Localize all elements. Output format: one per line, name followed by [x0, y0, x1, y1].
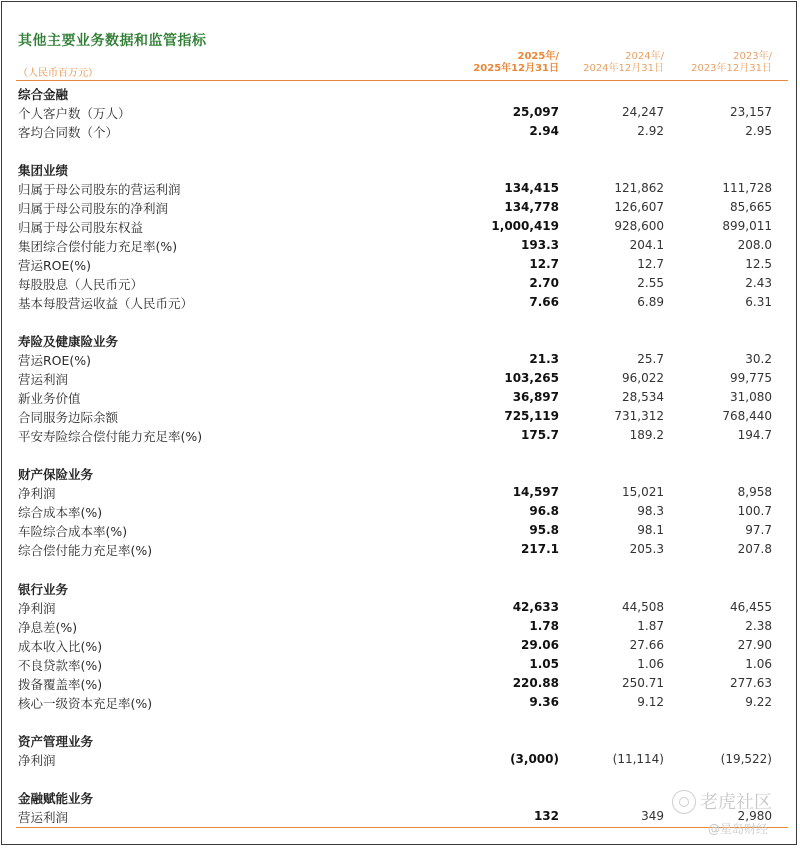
value-2025: 220.88	[512, 676, 559, 690]
value-2025: 132	[533, 809, 559, 823]
value-2024: 928,600	[614, 219, 664, 233]
value-2024: 1.87	[637, 619, 664, 633]
row-label: 净息差(%)	[18, 620, 78, 635]
value-2025: 193.3	[521, 238, 559, 252]
section-title: 寿险及健康险业务	[18, 334, 119, 349]
table-row	[0, 751, 800, 770]
table-row	[0, 618, 800, 637]
row-label: 净利润	[18, 753, 56, 768]
table-row	[0, 370, 800, 389]
value-2023: 31,080	[730, 390, 772, 404]
value-2023: (19,522)	[720, 752, 772, 766]
value-2024: 28,534	[622, 390, 664, 404]
header-2024	[583, 51, 664, 75]
value-2025: 96.8	[529, 504, 559, 518]
row-label: 拨备覆盖率(%)	[18, 677, 103, 692]
watermark-text: 老虎社区	[700, 792, 772, 813]
value-2024: 1.06	[637, 657, 664, 671]
value-2024: 189.2	[629, 428, 664, 442]
value-2025: 725,119	[504, 409, 559, 423]
value-2023: 2.38	[745, 619, 772, 633]
value-2025: 42,633	[512, 600, 559, 614]
row-label: 车险综合成本率(%)	[18, 524, 128, 539]
value-2023: 194.7	[737, 428, 772, 442]
row-label: 客均合同数（个）	[18, 125, 119, 140]
value-2024: 121,862	[614, 181, 664, 195]
value-2024: 25.7	[637, 352, 664, 366]
table-row	[0, 408, 800, 427]
row-label: 营运利润	[18, 372, 69, 387]
value-2024: 44,508	[622, 600, 664, 614]
value-2023: 100.7	[737, 504, 772, 518]
table-row	[0, 104, 800, 123]
row-label: 平安寿险综合偿付能力充足率(%)	[18, 429, 203, 444]
value-2025: 25,097	[512, 105, 559, 119]
row-label: 归属于母公司股东权益	[18, 220, 144, 235]
row-label: 归属于母公司股东的营运利润	[18, 182, 181, 197]
value-2024: 96,022	[622, 371, 664, 385]
value-2025: 36,897	[512, 390, 559, 404]
header-divider	[16, 80, 788, 81]
value-2025: 29.06	[521, 638, 559, 652]
value-2025: 21.3	[529, 352, 559, 366]
header-2024-line1: 2024年/	[625, 51, 664, 62]
table-row	[0, 218, 800, 237]
value-2023: 899,011	[722, 219, 772, 233]
value-2024: 98.1	[637, 523, 664, 537]
value-2024: 349	[641, 809, 664, 823]
row-label: 不良贷款率(%)	[18, 658, 103, 673]
value-2025: 95.8	[529, 523, 559, 537]
header-2023-line2: 2023年12月31日	[691, 63, 772, 74]
value-2024: 2.92	[637, 124, 664, 138]
value-2025: 14,597	[512, 485, 559, 499]
watermark-subtext: @星岛财经	[708, 822, 769, 836]
value-2025: 1.05	[529, 657, 559, 671]
header-2025-line2: 2025年12月31日	[473, 63, 559, 74]
value-2023: 8,958	[737, 485, 772, 499]
value-2024: 15,021	[622, 485, 664, 499]
header-2025-line1: 2025年/	[517, 51, 559, 62]
value-2023: 207.8	[737, 542, 772, 556]
table-row	[0, 199, 800, 218]
value-2024: 12.7	[637, 257, 664, 271]
section-title: 银行业务	[18, 582, 69, 597]
row-label: 归属于母公司股东的净利润	[18, 201, 169, 216]
table-row	[0, 237, 800, 256]
value-2025: 9.36	[529, 695, 559, 709]
section-title: 集团业绩	[18, 163, 69, 178]
value-2024: 9.12	[637, 695, 664, 709]
table-row	[0, 503, 800, 522]
row-label: 集团综合偿付能力充足率(%)	[18, 239, 178, 254]
value-2025: 134,778	[504, 200, 559, 214]
value-2023: 6.31	[745, 295, 772, 309]
section-title: 综合金融	[18, 87, 69, 102]
value-2024: 6.89	[637, 295, 664, 309]
value-2023: 46,455	[730, 600, 772, 614]
row-label: 综合成本率(%)	[18, 505, 103, 520]
row-label: 净利润	[18, 486, 56, 501]
value-2023: 2.43	[745, 276, 772, 290]
header-2023-line1: 2023年/	[733, 51, 772, 62]
row-label: 新业务价值	[18, 391, 81, 406]
value-2023: 1.06	[745, 657, 772, 671]
table-row	[0, 675, 800, 694]
value-2023: 30.2	[745, 352, 772, 366]
value-2025: 103,265	[504, 371, 559, 385]
value-2025: 134,415	[504, 181, 559, 195]
value-2023: 111,728	[722, 181, 772, 195]
row-label: 营运ROE(%)	[18, 258, 92, 273]
value-2024: 24,247	[622, 105, 664, 119]
value-2025: 2.70	[529, 276, 559, 290]
value-2024: 250.71	[622, 676, 664, 690]
row-label: 成本收入比(%)	[18, 639, 103, 654]
row-label: 基本每股营运收益（人民币元）	[18, 296, 194, 311]
table-row	[0, 599, 800, 618]
value-2024: 205.3	[629, 542, 664, 556]
value-2025: 217.1	[521, 542, 559, 556]
value-2024: 204.1	[629, 238, 664, 252]
table-row	[0, 351, 800, 370]
row-label: 营运ROE(%)	[18, 353, 92, 368]
table-row	[0, 275, 800, 294]
value-2023: 2,980	[737, 809, 772, 823]
value-2024: 126,607	[614, 200, 664, 214]
value-2024: 27.66	[629, 638, 664, 652]
value-2024: 731,312	[614, 409, 664, 423]
row-label: 合同服务边际余额	[18, 410, 119, 425]
table-row	[0, 256, 800, 275]
row-label: 综合偿付能力充足率(%)	[18, 543, 153, 558]
value-2024: 2.55	[637, 276, 664, 290]
value-2025: 1.78	[529, 619, 559, 633]
value-2025: (3,000)	[510, 752, 559, 766]
table-row	[0, 694, 800, 713]
value-2023: 23,157	[730, 105, 772, 119]
section-title: 财产保险业务	[18, 467, 94, 482]
table-row	[0, 427, 800, 446]
value-2023: 97.7	[745, 523, 772, 537]
table-row	[0, 637, 800, 656]
value-2023: 85,665	[730, 200, 772, 214]
unit-note: （人民币百万元）	[18, 68, 98, 79]
value-2023: 768,440	[722, 409, 772, 423]
value-2023: 12.5	[745, 257, 772, 271]
value-2023: 2.95	[745, 124, 772, 138]
value-2023: 27.90	[737, 638, 772, 652]
value-2025: 1,000,419	[491, 219, 559, 233]
value-2024: 98.3	[637, 504, 664, 518]
value-2025: 175.7	[521, 428, 559, 442]
table-row	[0, 294, 800, 313]
value-2025: 12.7	[529, 257, 559, 271]
header-2025	[473, 51, 559, 75]
header-2023	[691, 51, 772, 75]
table-row	[0, 522, 800, 541]
page-title: 其他主要业务数据和监管指标	[18, 33, 207, 49]
table-row	[0, 541, 800, 560]
value-2023: 99,775	[730, 371, 772, 385]
table-row	[0, 180, 800, 199]
value-2023: 277.63	[730, 676, 772, 690]
bottom-divider	[16, 827, 788, 828]
watermark-logo-icon	[672, 790, 696, 814]
table-row	[0, 389, 800, 408]
row-label: 个人客户数（万人）	[18, 106, 131, 121]
row-label: 营运利润	[18, 810, 69, 825]
row-label: 净利润	[18, 601, 56, 616]
table-row	[0, 656, 800, 675]
table-row	[0, 123, 800, 142]
value-2024: (11,114)	[612, 752, 664, 766]
row-label: 每股股息（人民币元）	[18, 277, 144, 292]
section-title: 金融赋能业务	[18, 791, 94, 806]
value-2023: 9.22	[745, 695, 772, 709]
section-title: 资产管理业务	[18, 734, 94, 749]
row-label: 核心一级资本充足率(%)	[18, 696, 153, 711]
header-2024-line2: 2024年12月31日	[583, 63, 664, 74]
table-row	[0, 484, 800, 503]
value-2025: 2.94	[529, 124, 559, 138]
value-2025: 7.66	[529, 295, 559, 309]
value-2023: 208.0	[737, 238, 772, 252]
